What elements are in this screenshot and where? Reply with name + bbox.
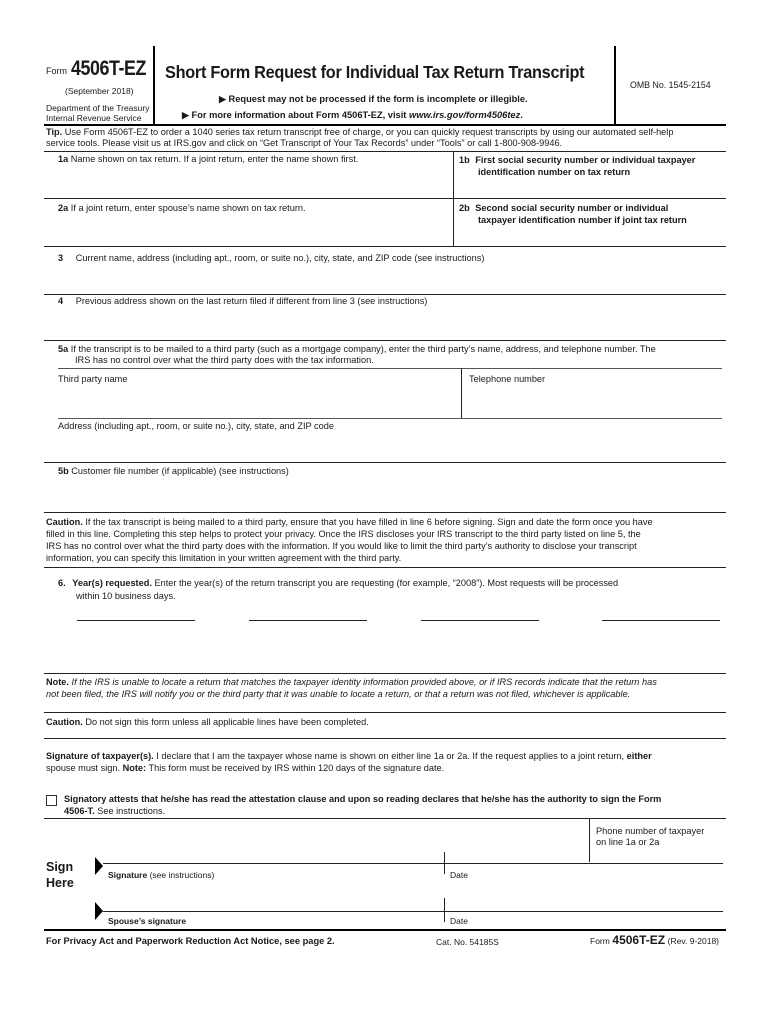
line-1a-text: Name shown on tax return. If a joint return, enter the name shown first. (70, 154, 359, 164)
third-party-name-input[interactable] (58, 388, 456, 414)
spouse-sign-arrow-icon (95, 902, 103, 920)
rule-caution2 (44, 738, 726, 739)
third-party-address-label: Address (including apt., room, or suite no.), city, state, and ZIP code (58, 421, 334, 431)
rule-attest (44, 818, 726, 819)
spouse-date-input[interactable] (450, 895, 586, 909)
previous-address-input[interactable] (58, 312, 722, 336)
divider-2 (453, 198, 454, 246)
caution1-text-line3: IRS has no control over what the third party does with the information. If you would like to limit the third party’s authority to disclose your transcript (46, 541, 637, 551)
line-5b-text: Customer file number (if applicable) (see instructions) (71, 466, 289, 476)
line-3-label (58, 253, 484, 265)
omb-number: OMB No. 1545-2154 (630, 80, 711, 90)
rule-5a-mid (58, 418, 722, 419)
divider-phone (589, 818, 590, 862)
service: Internal Revenue Service (46, 113, 142, 123)
rule-note (44, 712, 726, 713)
rule-4 (44, 340, 726, 341)
year-input-2[interactable] (249, 602, 367, 619)
footer-form-number: 4506T-EZ (612, 933, 666, 947)
irs-url-link[interactable]: www.irs.gov/form4506tez (409, 110, 521, 120)
rule-5b (44, 512, 726, 513)
signature-declaration-label: Signature of taxpayer(s). (46, 751, 154, 761)
signature-line (103, 863, 723, 864)
footer-form-id (590, 933, 719, 948)
year-line-1 (77, 620, 195, 621)
line-6-text-line1: Enter the year(s) of the return transcript you are requesting (for example, “2008”). Most requests will be processed (154, 578, 619, 588)
line-2b-number: 2b (459, 203, 470, 213)
header-divider-right (614, 46, 616, 124)
attestation-see-instructions: See instructions. (97, 806, 166, 816)
line-5a-label (58, 344, 656, 356)
line-1a-label (58, 154, 358, 166)
line-2b-label (459, 203, 668, 215)
notice-incomplete-text: Request may not be processed if the form is incomplete or illegible. (228, 94, 528, 104)
ssn-input[interactable] (478, 180, 722, 197)
date-label-2: Date (450, 916, 468, 926)
line-4-label (58, 296, 427, 308)
line-4-text: Previous address shown on the last return filed if different from line 3 (see instructions) (75, 296, 428, 306)
line-3-number: 3 (58, 253, 64, 263)
line-5a-text-line2: IRS has no control over what the third party does with the tax information. (75, 355, 374, 365)
tip-label: Tip. (46, 127, 63, 137)
year-line-3 (421, 620, 539, 621)
notice-more-info (182, 110, 523, 122)
line-5b-label (58, 466, 289, 478)
rule-6 (44, 673, 726, 674)
telephone-number-label: Telephone number (469, 374, 546, 384)
privacy-notice: For Privacy Act and Paperwork Reduction Act Notice, see page 2. (46, 936, 335, 946)
sign-here-line1: Sign (46, 860, 74, 874)
sign-arrow-icon (95, 857, 103, 875)
spouse-signature-label: Spouse’s signature (108, 916, 187, 926)
tip-text-line2: service tools. Please visit us at IRS.gov and click on “Get Transcript of Your Tax Records” under “Tools” or call 1-800-908-9946. (46, 138, 563, 148)
footer-top-rule (44, 929, 726, 931)
line-2a-number: 2a (58, 203, 69, 213)
triangle-right-icon: ▶ (182, 110, 189, 120)
note-label: Note. (46, 677, 69, 687)
rule-tip (44, 151, 726, 152)
line-1b-text-line1: First social security number or individual taxpayer (475, 155, 696, 165)
attestation-form-ref: 4506-T. (64, 806, 95, 816)
attestation-checkbox[interactable] (46, 795, 57, 806)
line-2b-text-line1: Second social security number or individual (475, 203, 669, 213)
line-3-text: Current name, address (including apt., room, or suite no.), city, state, and ZIP code (see instructions) (75, 253, 485, 263)
footer-form-word: Form (590, 936, 610, 946)
caution1-text-line1: If the tax transcript is being mailed to a third party, ensure that you have filled in line 6 before signing. Sign and date the form once you have (85, 517, 653, 527)
form-number: 4506T-EZ (71, 57, 146, 80)
form-word: Form (46, 66, 67, 76)
signature-declaration-text3: This form must be received by IRS within 120 days of the signature date. (148, 763, 445, 773)
signature-declaration-line1 (46, 751, 652, 763)
signature-date-input[interactable] (450, 848, 586, 862)
rule-3 (44, 294, 726, 295)
rule-5a (44, 462, 726, 463)
year-line-2 (249, 620, 367, 621)
spouse-signature-input[interactable] (106, 895, 440, 909)
line-6-number: 6. (58, 578, 66, 588)
line-1b-label (459, 155, 695, 167)
tip-text-line1: Use Form 4506T-EZ to order a 1040 series tax return transcript free of charge, or you can quickly request transcripts by using our automated self-help (64, 127, 674, 137)
caution1-text-line2: filled in this line. Completing this step helps to protect your privacy. Once the IRS discloses your IRS transcript to the third party listed on line 5, the (46, 529, 641, 539)
line-1b-text-line2: identification number on tax return (478, 167, 631, 177)
footer-revision: (Rev. 9-2018) (667, 936, 720, 946)
notice-more-info-prefix: For more information about Form 4506T-EZ, visit (191, 110, 409, 120)
caution2-text: Do not sign this form unless all applicable lines have been completed. (85, 717, 369, 727)
line-6-title: Year(s) requested. (72, 578, 152, 588)
phone-label-line2: on line 1a or 2a (596, 837, 660, 847)
tip-line1 (46, 127, 673, 139)
third-party-address-input[interactable] (58, 435, 722, 459)
signature-declaration-note: Note: (122, 763, 147, 773)
spouse-ssn-input[interactable] (478, 228, 722, 245)
note-text-line1: If the IRS is unable to locate a return that matches the taxpayer identity information provided above, or if IRS records indicate that the return has (71, 677, 657, 687)
year-input-1[interactable] (77, 602, 195, 619)
form-title: Short Form Request for Individual Tax Return Transcript (165, 62, 585, 82)
year-input-3[interactable] (421, 602, 539, 619)
line-6-label (58, 578, 618, 590)
rule-5a-top (58, 368, 722, 369)
rule-caution1 (44, 567, 726, 568)
line-5b-number: 5b (58, 466, 69, 476)
note-line1 (46, 677, 657, 689)
attestation-text-line1: Signatory attests that he/she has read the attestation clause and upon so reading declares that he/she has the authority to sign the Form (64, 794, 662, 804)
third-party-phone-input[interactable] (469, 388, 722, 414)
line-1a-number: 1a (58, 154, 69, 164)
phone-label-line1: Phone number of taxpayer (596, 826, 705, 836)
revision-date: (September 2018) (65, 86, 134, 96)
header-divider-left (153, 46, 155, 124)
catalog-number: Cat. No. 54185S (436, 937, 499, 947)
signature-declaration-line2 (46, 763, 444, 775)
spouse-signature-line (103, 911, 723, 912)
department: Department of the Treasury (46, 103, 150, 113)
divider-5a (461, 368, 462, 418)
signature-sub: (see instructions) (149, 870, 215, 880)
signature-declaration-either: either (626, 751, 652, 761)
date-label-1: Date (450, 870, 468, 880)
divider-1 (453, 151, 454, 198)
caution1-label: Caution. (46, 517, 83, 527)
signature-label: Signature (108, 870, 148, 880)
signature-declaration-text1: I declare that I am the taxpayer whose name is shown on either line 1a or 2a. If the request applies to a joint return, (156, 751, 625, 761)
signature-declaration-text2: spouse must sign. (46, 763, 121, 773)
line-2a-label (58, 203, 306, 215)
rule-1 (44, 198, 726, 199)
line-1b-number: 1b (459, 155, 470, 165)
notice-more-info-suffix: . (520, 110, 523, 120)
signature-input[interactable] (106, 848, 440, 862)
spouse-name-input[interactable] (58, 222, 448, 244)
divider-signature-date (444, 852, 445, 874)
customer-file-number-input[interactable] (58, 482, 722, 508)
taxpayer-name-input[interactable] (58, 174, 448, 196)
line-5a-text-line1: If the transcript is to be mailed to a third party (such as a mortgage company), enter the third party’s name, address, and telephone number. The (70, 344, 656, 354)
attestation-line2 (64, 806, 165, 818)
caution1-line1 (46, 517, 653, 529)
year-line-4 (602, 620, 720, 621)
current-address-input[interactable] (58, 268, 722, 292)
line-2b-text-line2: taxpayer identification number if joint tax return (478, 215, 687, 225)
rule-2 (44, 246, 726, 247)
third-party-name-label: Third party name (58, 374, 128, 384)
header-bottom-rule (44, 124, 726, 126)
year-input-4[interactable] (602, 602, 720, 619)
sign-here-line2: Here (46, 876, 74, 890)
caution2-label: Caution. (46, 717, 83, 727)
phone-input[interactable] (596, 849, 722, 863)
line-6-text-line2: within 10 business days. (76, 591, 176, 601)
note-text-line2: not been filed, the IRS will notify you or the third party that it was unable to locate a return, or that a return was not filed, whichever is applicable. (46, 689, 631, 699)
notice-incomplete (219, 94, 528, 106)
line-4-number: 4 (58, 296, 64, 306)
divider-spouse-date (444, 898, 445, 922)
line-2a-text: If a joint return, enter spouse’s name shown on tax return. (70, 203, 306, 213)
caution1-text-line4: information, you can specify this limitation in your written agreement with the third party. (46, 553, 402, 563)
triangle-right-icon: ▶ (219, 94, 226, 104)
signature-caption (108, 870, 214, 881)
caution2 (46, 717, 369, 729)
line-5a-number: 5a (58, 344, 69, 354)
